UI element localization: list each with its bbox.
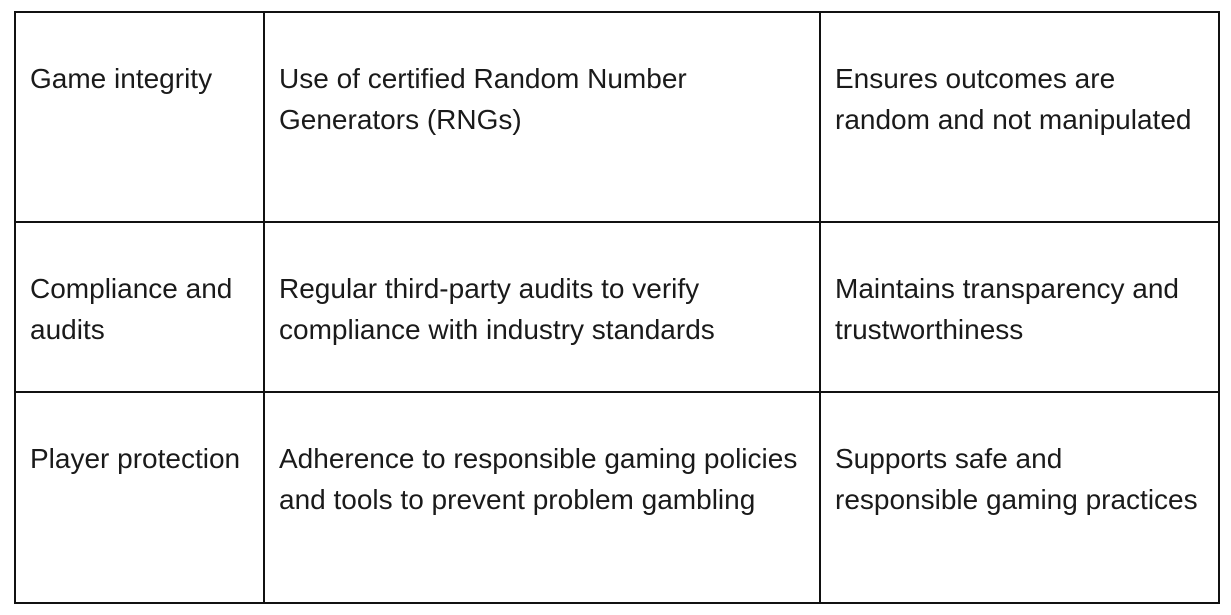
aspect-cell	[15, 12, 264, 222]
table-row	[15, 12, 1219, 222]
measure-cell	[264, 392, 820, 603]
fairness-table	[14, 11, 1220, 604]
measure-text: Regular third-party audits to verify compliance with industry standards	[279, 273, 715, 345]
measure-text: Adherence to responsible gaming policies and tools to prevent problem gambling	[279, 443, 798, 515]
table-row	[15, 222, 1219, 392]
aspect-cell	[15, 392, 264, 603]
aspect-text: Player protection	[30, 443, 241, 474]
measure-cell	[264, 12, 820, 222]
benefit-cell	[820, 392, 1219, 603]
aspect-text: Compliance and audits	[30, 273, 233, 345]
aspect-cell	[15, 222, 264, 392]
benefit-cell	[820, 222, 1219, 392]
table-row	[15, 392, 1219, 603]
benefit-text: Supports safe and responsible gaming practices	[835, 443, 1198, 515]
aspect-text: Game integrity	[30, 63, 213, 94]
measure-text: Use of certified Random Number Generators (RNGs)	[279, 63, 687, 135]
benefit-cell	[820, 12, 1219, 222]
benefit-text: Maintains transparency and trustworthiness	[835, 273, 1179, 345]
benefit-text: Ensures outcomes are random and not manipulated	[835, 63, 1192, 135]
measure-cell	[264, 222, 820, 392]
